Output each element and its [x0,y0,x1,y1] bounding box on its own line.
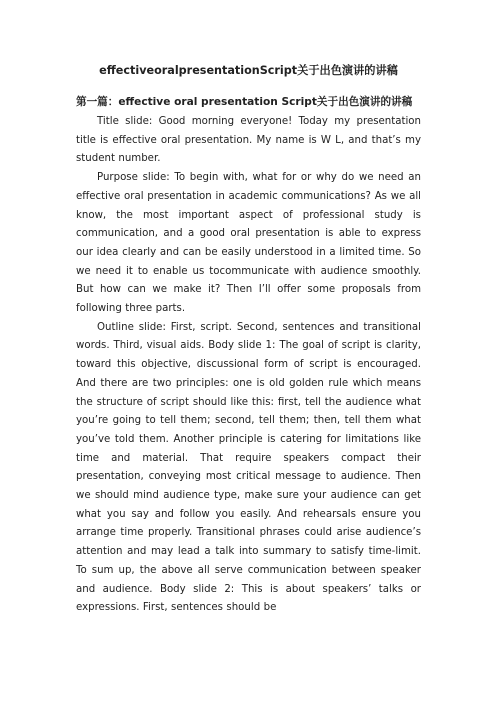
document-title: effectiveoralpresentationScript关于出色演讲的讲稿 [99,64,398,77]
paragraph-purpose-slide: Purpose slide: To begin with, what for or why do we need an effective oral presentation in academic communications? As we all know, the most important aspect of professional study is communication, and a good oral presentation is able to express our idea clearly and can be easily understood in a limited time. So we need it to enable us tocommunicate with audience smoothly. But how can we make it? Then I’ll offer some proposals from following three parts. [76,172,421,315]
paragraph-outline-slide: Outline slide: First, script. Second, sentences and transitional words. Third, visual aids. Body slide 1: The goal of script is clarity, toward this objective, discussional form of script is encouraged. And there are two principles: one is old golden rule which means the structure of script should like this: first, tell the audience what you’re going to tell them; second, tell them; then, tell them what you’ve told them. Another principle is catering for limitations like time and material. That require speakers compact their presentation, conveying most critical message to audience. Then we should mind audience type, make sure your audience can get what you say and follow you easily. And rehearsals ensure you arrange time properly. Transitional phrases could arise audience’s attention and may lead a talk into summary to satisfy time-limit. To sum up, the above all serve communication between speaker and audience. Body slide 2: This is about speakers’ talks or expressions. First, sentences should be [76,321,421,614]
paragraph-title-slide: Title slide: Good morning everyone! Today my presentation title is effective oral presentation. My name is W L, and that’s my student number. [76,116,421,165]
chapter-heading: 第一篇：effective oral presentation Script关于出色演讲的讲稿 [76,96,413,108]
